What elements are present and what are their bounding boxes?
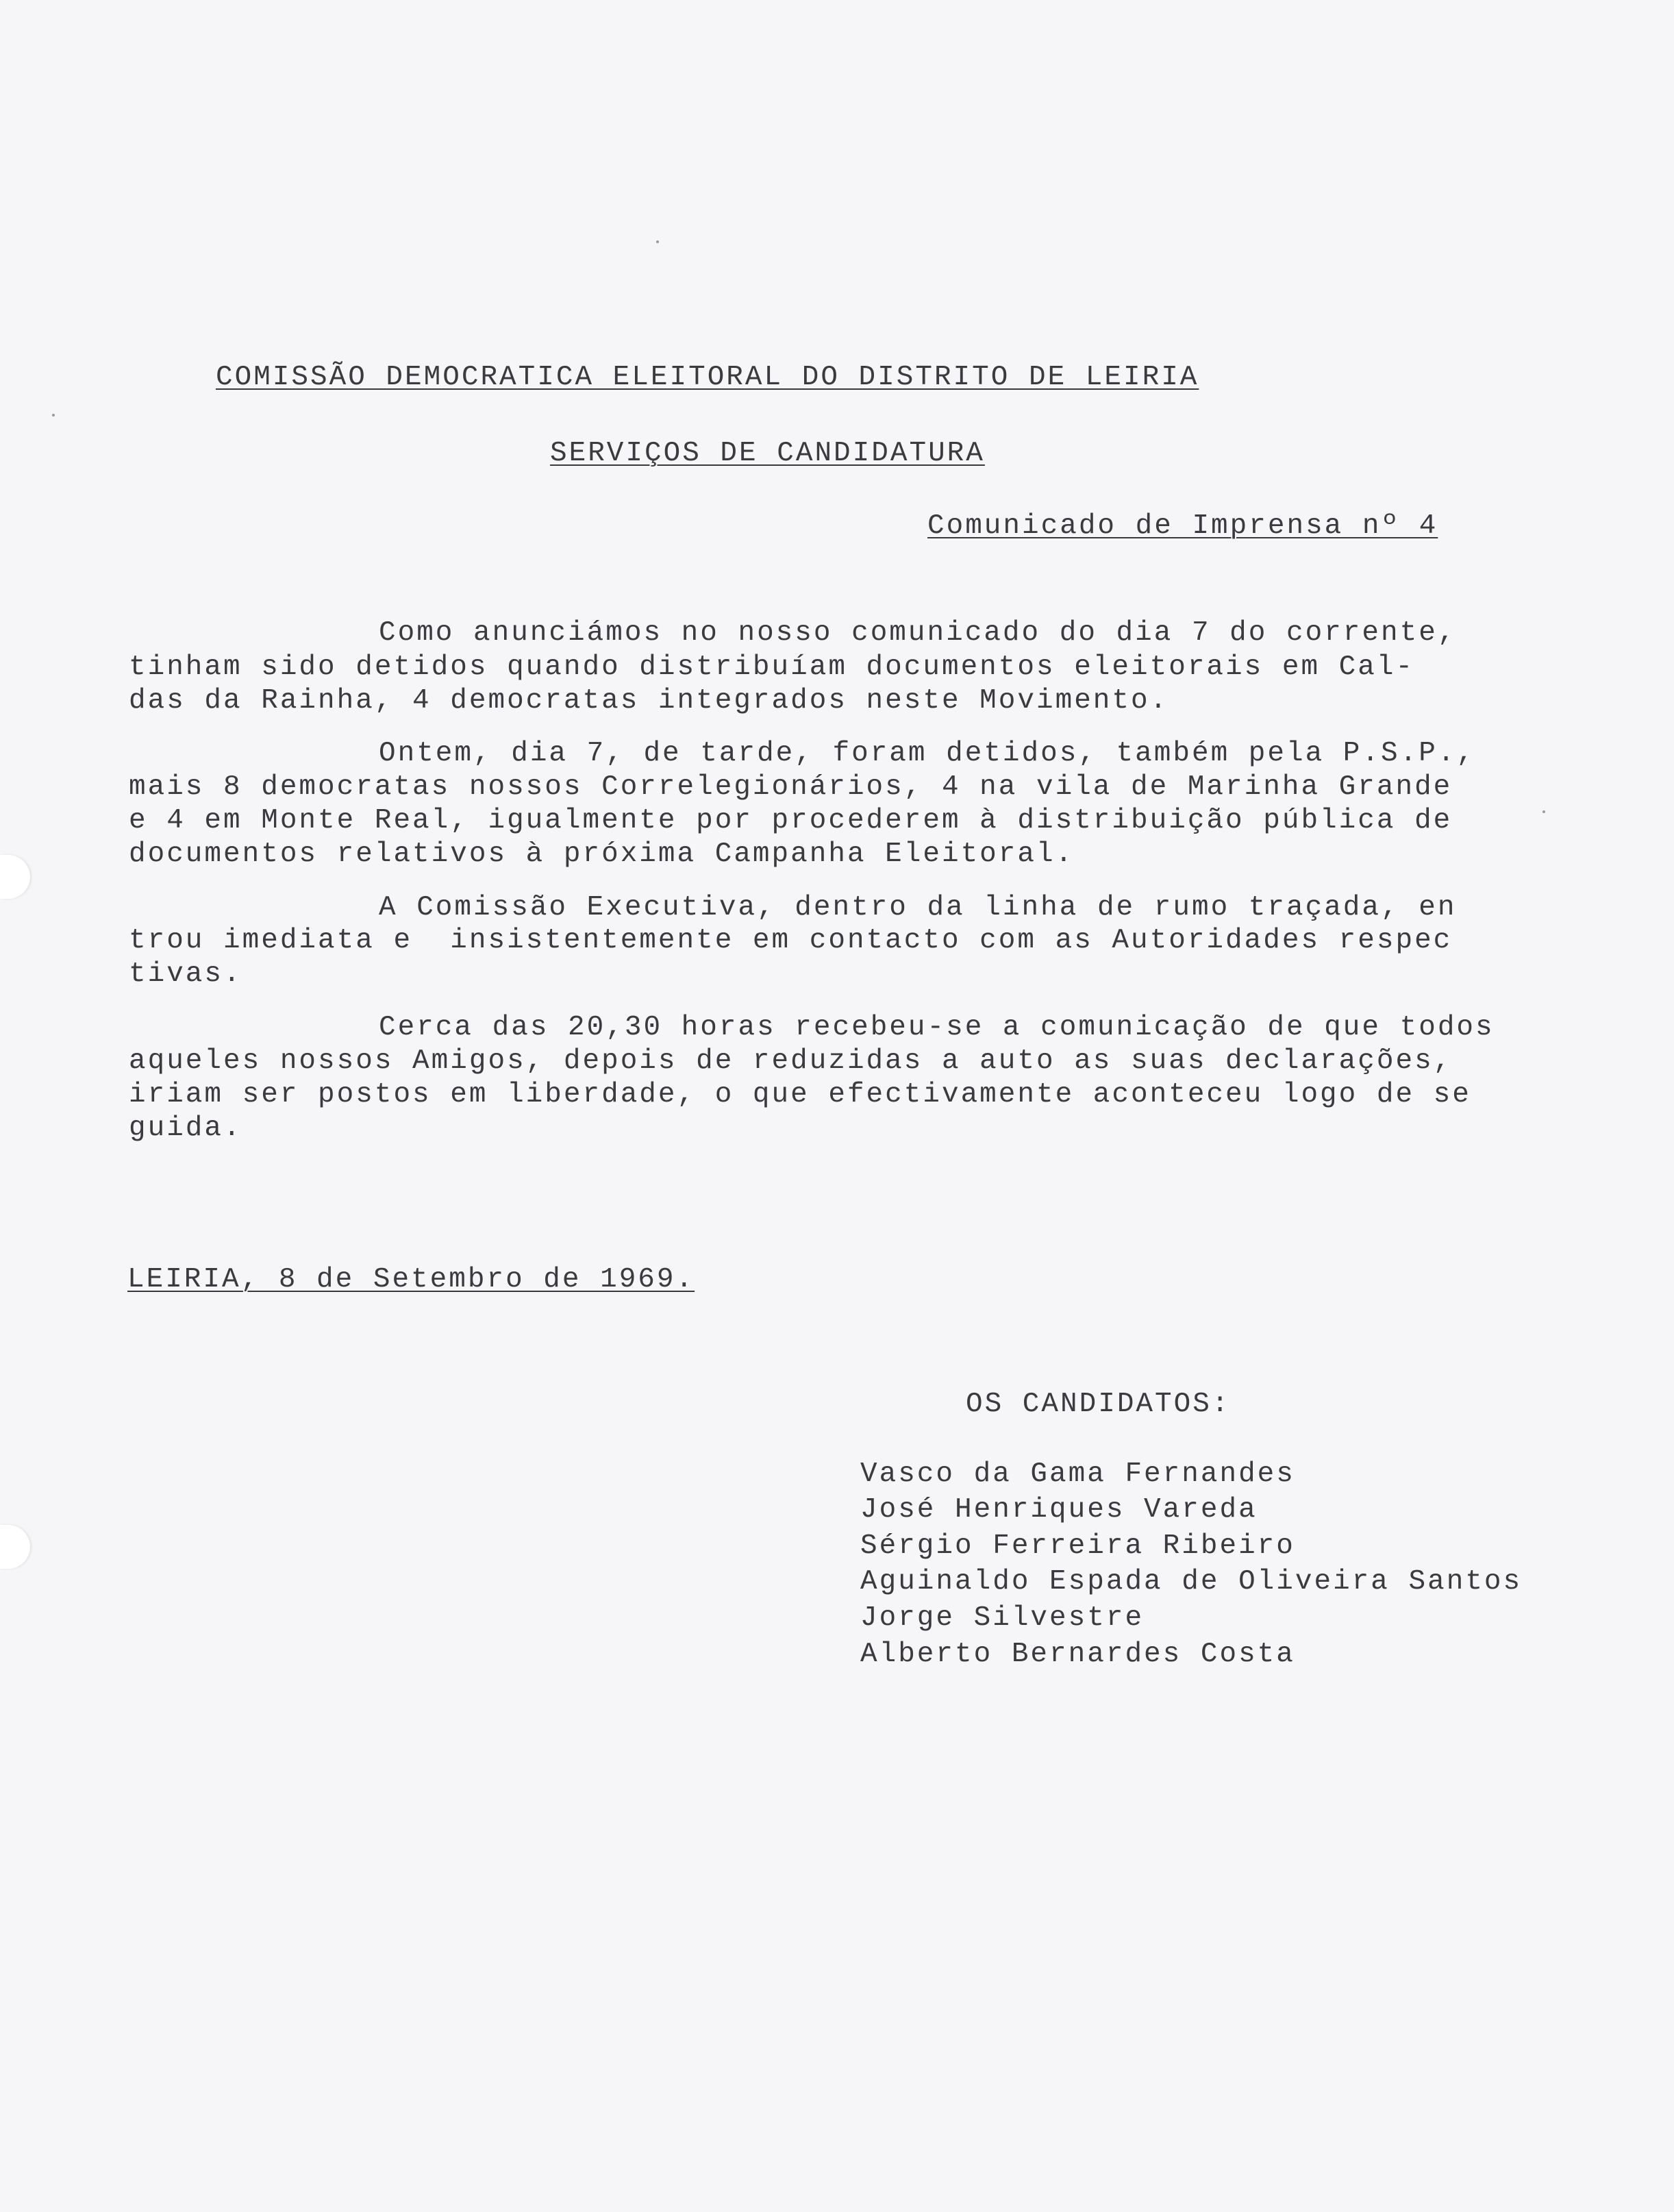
punch-hole <box>0 1525 30 1569</box>
punch-hole <box>0 855 30 899</box>
paragraph-line: e 4 em Monte Real, igualmente por procederem à distribuição pública de <box>129 805 1453 836</box>
paragraph-line: A Comissão Executiva, dentro da linha de rumo traçada, en <box>379 892 1457 923</box>
paragraph-line: tinham sido detidos quando distribuíam documentos eleitorais em Cal- <box>129 651 1415 683</box>
date-line: LEIRIA, 8 de Setembro de 1969. <box>127 1264 695 1295</box>
ink-speck <box>52 414 55 417</box>
paragraph-line: aqueles nossos Amigos, depois de reduzidas a auto as suas declarações, <box>129 1045 1453 1077</box>
paragraph-line: iriam ser postos em liberdade, o que efectivamente aconteceu logo de se <box>129 1079 1471 1110</box>
ink-speck <box>1542 810 1545 813</box>
candidate-name: Jorge Silvestre <box>860 1602 1145 1634</box>
candidate-name: José Henriques Vareda <box>860 1494 1258 1526</box>
document-subtitle: SERVIÇOS DE CANDIDATURA <box>550 438 985 469</box>
paragraph-line: das da Rainha, 4 democratas integrados neste Movimento. <box>129 685 1169 717</box>
paragraph-line: tivas. <box>129 958 242 990</box>
candidate-name: Vasco da Gama Fernandes <box>860 1458 1295 1490</box>
paragraph-line: Cerca das 20,30 horas recebeu-se a comunicação de que todos <box>379 1012 1495 1043</box>
paragraph-line: trou imediata e insistentemente em contacto com as Autoridades respec <box>129 925 1453 956</box>
paragraph-line: guida. <box>129 1113 242 1144</box>
paragraph-line: Ontem, dia 7, de tarde, foram detidos, também pela P.S.P., <box>379 738 1476 769</box>
press-release-number: Comunicado de Imprensa nº 4 <box>927 510 1438 542</box>
candidate-name: Alberto Bernardes Costa <box>860 1639 1295 1670</box>
paragraph-line: Como anunciámos no nosso comunicado do dia 7 do corrente, <box>379 617 1457 649</box>
document-title: COMISSÃO DEMOCRATICA ELEITORAL DO DISTRITO DE LEIRIA <box>216 362 1199 393</box>
candidate-name: Sérgio Ferreira Ribeiro <box>860 1530 1295 1562</box>
ink-speck <box>656 240 659 243</box>
paragraph-line: mais 8 democratas nossos Correlegionários, 4 na vila de Marinha Grande <box>129 771 1453 803</box>
candidates-heading: OS CANDIDATOS: <box>966 1389 1231 1420</box>
candidate-name: Aguinaldo Espada de Oliveira Santos <box>860 1566 1523 1598</box>
paragraph-line: documentos relativos à próxima Campanha Eleitoral. <box>129 838 1075 870</box>
